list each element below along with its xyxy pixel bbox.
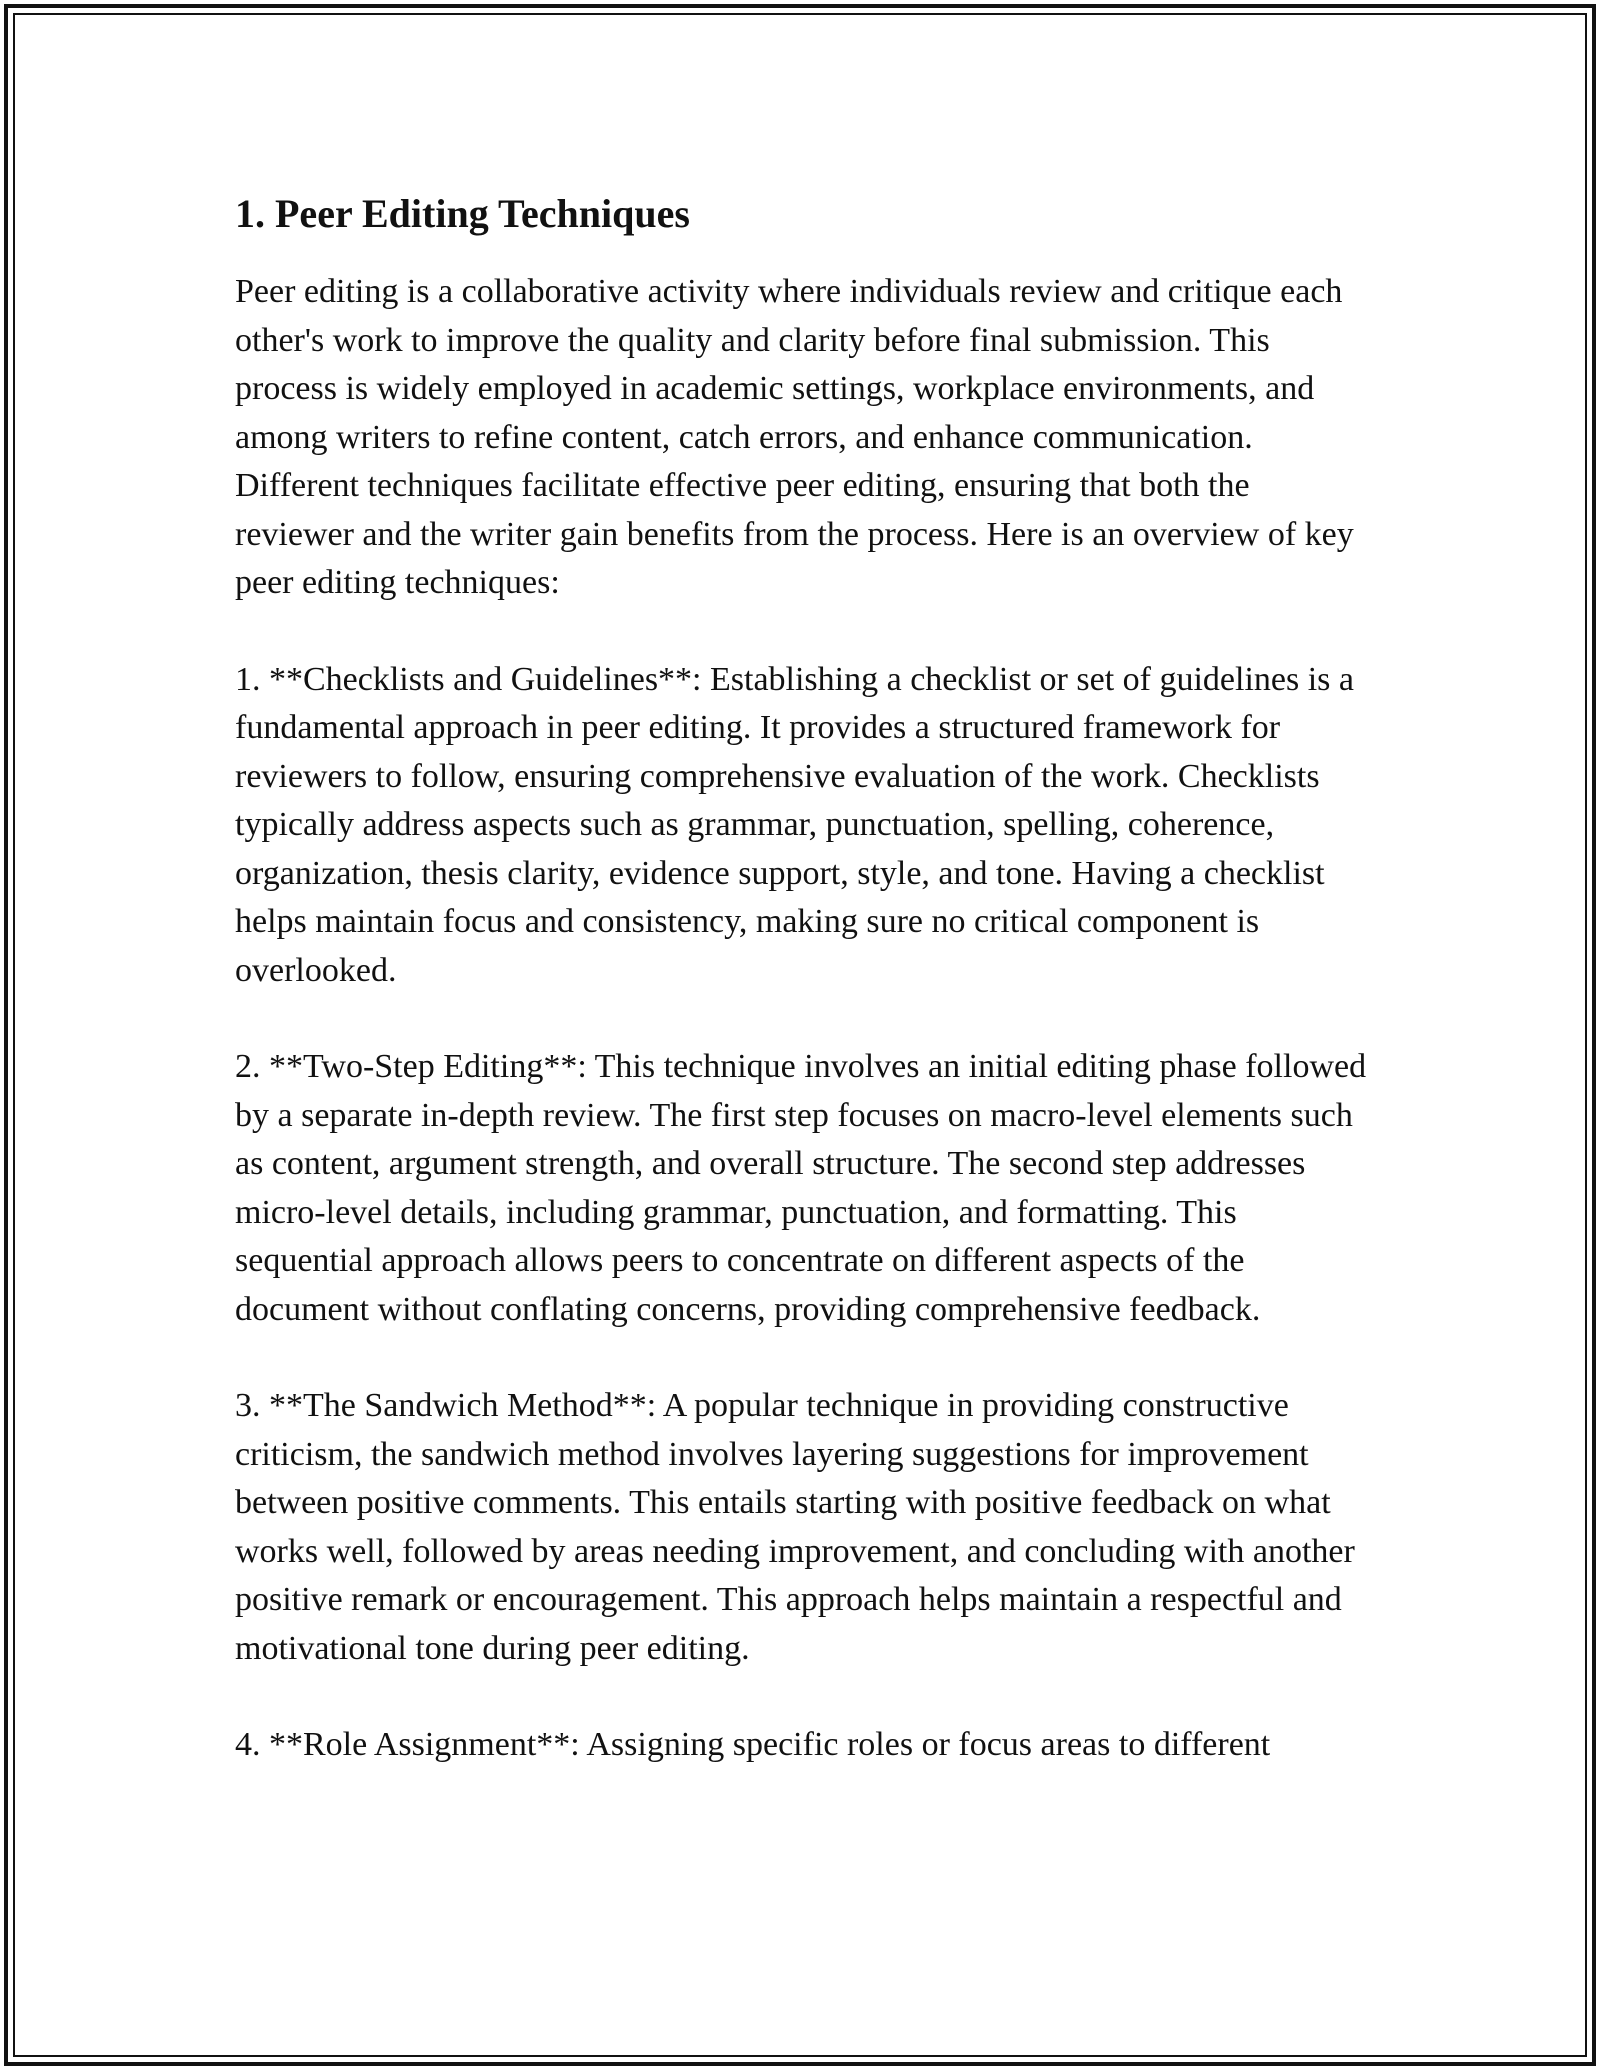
technique-sandwich-paragraph: 3. **The Sandwich Method**: A popular technique in providing constructive criticism, the sandwich method involves layering suggestions for improvement between positive comments. This entails starting with positive feedback on what works well, followed by areas needing improvement, and concluding with another positive remark or encouragement. This approach helps maintain a respectful and motivational tone during peer editing. — [235, 1387, 1355, 1667]
section-heading: 1. Peer Editing Techniques — [235, 191, 690, 236]
technique-two-step-paragraph: 2. **Two-Step Editing**: This technique involves an initial editing phase followed by a separate in-depth review. The first step focuses on macro-level elements such as content, argument strength, and overall structure. The second step addresses micro-level details, including grammar, punctuation, and formatting. This sequential approach allows peers to concentrate on different aspects of the document without conflating concerns, providing comprehensive feedback. — [235, 1048, 1367, 1328]
technique-role-assignment-paragraph: 4. **Role Assignment**: Assigning specific roles or focus areas to different — [235, 1726, 1271, 1763]
document-body — [235, 188, 1375, 1770]
intro-paragraph: Peer editing is a collaborative activity where individuals review and critique each other's work to improve the quality and clarity before final submission. This process is widely employed in academic settings, workplace environments, and among writers to refine content, catch errors, and enhance communication. Different techniques facilitate effective peer editing, ensuring that both the reviewer and the writer gain benefits from the process. Here is an overview of key peer editing techniques: — [235, 273, 1354, 601]
technique-checklists-paragraph: 1. **Checklists and Guidelines**: Establishing a checklist or set of guidelines is a fundamental approach in peer editing. It provides a structured framework for reviewers to follow, ensuring comprehensive evaluation of the work. Checklists typically address aspects such as grammar, punctuation, spelling, coherence, organization, thesis clarity, evidence support, style, and tone. Having a checklist helps maintain focus and consistency, making sure no critical component is overlooked. — [235, 660, 1354, 989]
